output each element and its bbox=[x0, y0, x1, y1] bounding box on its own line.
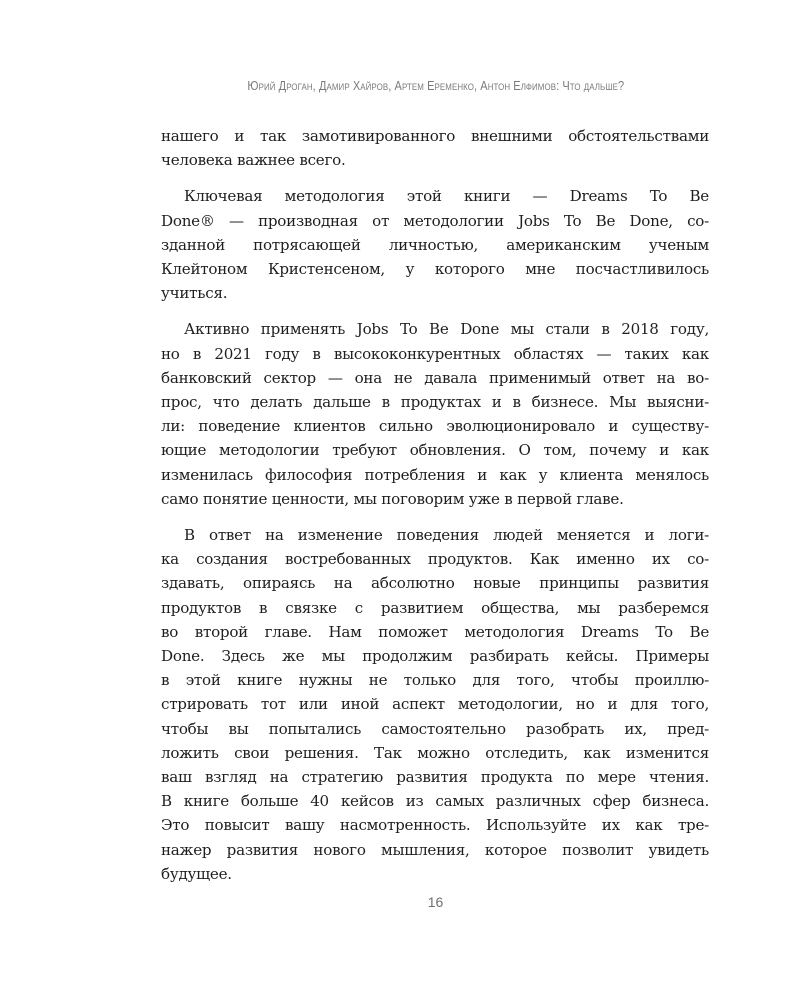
text-line: ка создания востребованных продуктов. Как именно их со- bbox=[161, 550, 709, 569]
text-line: здавать, опираясь на абсолютно новые принципы развития bbox=[161, 574, 709, 593]
text-line: прос, что делать дальше в продуктах и в бизнесе. Мы выясни- bbox=[161, 393, 709, 412]
text-line: продуктов в связке с развитием общества, мы разберемся bbox=[161, 598, 709, 617]
text-line: чтобы вы попытались самостоятельно разобрать их, пред- bbox=[161, 719, 709, 738]
text-line: Done. Здесь же мы продолжим разбирать кейсы. Примеры bbox=[161, 647, 709, 666]
text-line: В книге больше 40 кейсов из самых различных сфер бизнеса. bbox=[161, 792, 709, 811]
text-line: человека важнее всего. bbox=[161, 151, 346, 170]
text-line: но в 2021 году в высококонкурентных областях — таких как bbox=[161, 344, 709, 363]
text-line: будущее. bbox=[161, 864, 232, 883]
text-line: ваш взгляд на стратегию развития продукта по мере чтения. bbox=[161, 768, 709, 787]
text-line: в этой книге нужны не только для того, чтобы проиллю- bbox=[161, 671, 709, 690]
text-line: Это повысит вашу насмотренность. Используйте их как тре- bbox=[161, 816, 709, 835]
text-line: Клейтоном Кристенсеном, у которого мне посчастливилось bbox=[161, 260, 709, 279]
text-line: ли: поведение клиентов сильно эволюционировало и существу- bbox=[161, 417, 709, 436]
text-line: стрировать тот или иной аспект методологии, но и для того, bbox=[161, 695, 709, 714]
text-line: зданной потрясающей личностью, американским ученым bbox=[161, 235, 709, 254]
text-line: учиться. bbox=[161, 284, 228, 303]
paragraph-2 bbox=[161, 184, 709, 305]
text-line: ющие методологии требуют обновления. О том, почему и как bbox=[161, 441, 709, 460]
text-line: нажер развития нового мышления, которое позволит увидеть bbox=[161, 840, 709, 859]
text-line: банковский сектор — она не давала применимый ответ на во- bbox=[161, 368, 709, 387]
text-line: Ключевая методология этой книги — Dreams To Be bbox=[184, 187, 709, 206]
text-line: во второй главе. Нам поможет методология Dreams To Be bbox=[161, 622, 709, 641]
text-line: ложить свои решения. Так можно отследить, как изменится bbox=[161, 743, 709, 762]
paragraph-4 bbox=[161, 523, 709, 886]
text-line: само понятие ценности, мы поговорим уже в первой главе. bbox=[161, 489, 624, 508]
page-number: 16 bbox=[427, 894, 444, 910]
paragraph-3 bbox=[161, 317, 709, 511]
text-line: изменилась философия потребления и как у клиента менялось bbox=[161, 465, 709, 484]
paragraph-1 bbox=[161, 124, 709, 172]
text-line: Done® — производная от методологии Jobs To Be Done, со- bbox=[161, 211, 709, 230]
text-line: нашего и так замотивированного внешними обстоятельствами bbox=[161, 127, 709, 145]
text-line: В ответ на изменение поведения людей меняется и логи- bbox=[184, 526, 709, 545]
running-head: Юрий Дроган, Дамир Хайров, Артем Еременко, Антон Елфимов: Что дальше? bbox=[247, 79, 624, 93]
text-line: Активно применять Jobs To Be Done мы стали в 2018 году, bbox=[184, 320, 709, 339]
body-text bbox=[161, 124, 709, 886]
